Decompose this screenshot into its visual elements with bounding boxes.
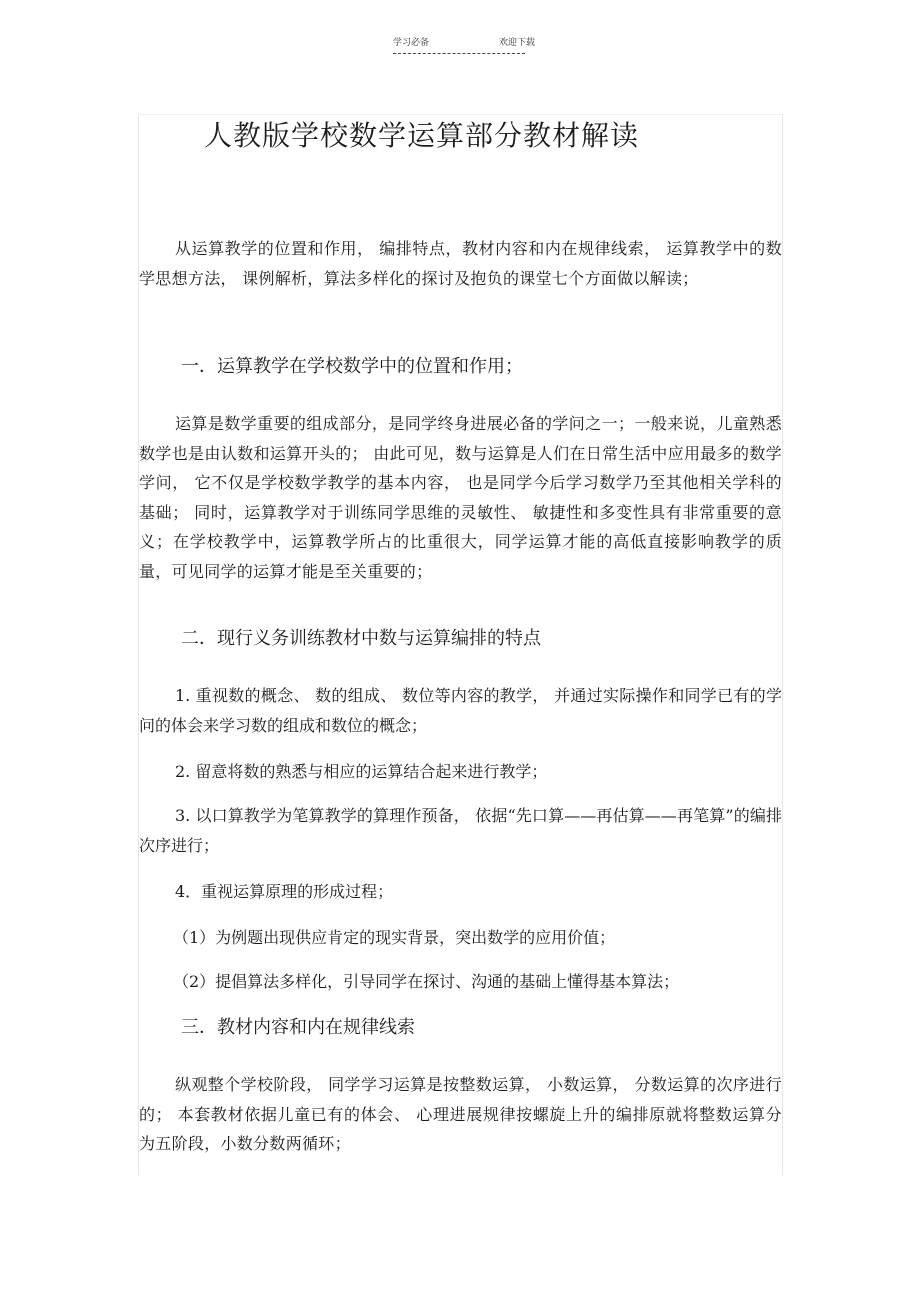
section2-subitem-2: （2）提倡算法多样化，引导同学在探讨、沟通的基础上懂得基本算法；: [173, 972, 680, 991]
section1-paragraph: 运算是数学重要的组成部分，是同学终身进展必备的学问之一；一般来说，儿童熟悉数学也是由认数和运算开头的； 由此可见，数与运算是人们在日常生活中应用最多的数学学问， 它不仅是学校数学教学的基本内容， 也是同学今后学习数学乃至其他相关学科的基础； 同时，运算教学对于训练同学思维的灵敏性、 敏捷性和多变性具有非常重要的意义；在学校教学中，运算教学所占的比重很大，同学运算才能的高低直接影响教学的质量，可见同学的运算才能是至关重要的；: [139, 414, 782, 581]
section2-subitem-1: （1）为例题出现供应肯定的现实背景，突出数学的应用价值；: [173, 928, 616, 947]
header-left-text: 学习必备: [393, 38, 430, 48]
section3-heading: 三．教材内容和内在规律线索: [181, 1017, 415, 1038]
header-right-text: 欢迎下载: [499, 38, 536, 48]
section2-item-3: 3. 以口算教学为笔算教学的算理作预备， 依据“先口算——再估算——再笔算”的编排次序进行；: [139, 806, 782, 855]
section3-paragraph: 纵观整个学校阶段， 同学学习运算是按整数运算， 小数运算， 分数运算的次序进行的； 本套教材依据儿童已有的体会、 心理进展规律按螺旋上升的编排原就将整数运算分为五阶段，小数分数两循环；: [139, 1075, 782, 1153]
section2-heading: 二．现行义务训练教材中数与运算编排的特点: [181, 628, 541, 649]
header-divider: [393, 53, 525, 54]
section2-item-1: 1. 重视数的概念、 数的组成、 数位等内容的教学， 并通过实际操作和同学已有的学问的体会来学习数的组成和数位的概念；: [139, 686, 782, 735]
section2-item-4: 4．重视运算原理的形成过程；: [175, 882, 394, 901]
document-title: 人教版学校数学运算部分教材解读: [204, 119, 640, 152]
section2-item-2: 2. 留意将数的熟悉与相应的运算结合起来进行教学；: [175, 762, 548, 781]
intro-paragraph: 从运算教学的位置和作用， 编排特点，教材内容和内在规律线索， 运算教学中的数学思想方法， 课例解析，算法多样化的探讨及抱负的课堂七个方面做以解读；: [139, 239, 782, 288]
page-header: [393, 37, 536, 49]
section1-heading: 一．运算教学在学校数学中的位置和作用；: [181, 356, 523, 377]
